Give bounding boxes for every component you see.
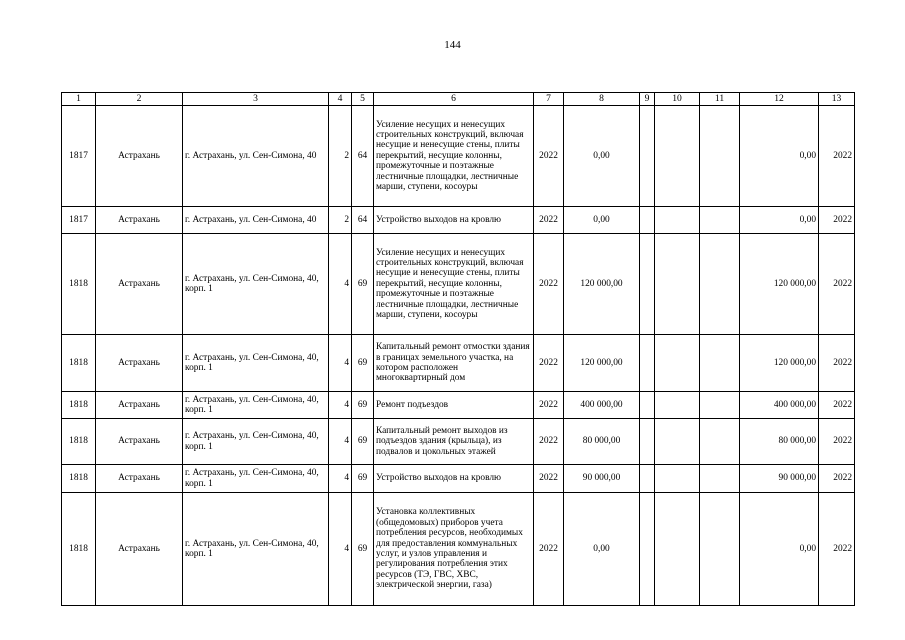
year-cell: 2022	[534, 419, 564, 465]
table-row	[62, 106, 855, 207]
column-header: 6	[374, 93, 534, 106]
column-header: 10	[655, 93, 700, 106]
year-cell: 2022	[534, 335, 564, 392]
work-type-cell: Усиление несущих и ненесущих строительных конструкций, включая несущие и ненесущие стены, плиты перекрытий, несущие колонны, промежуточные и поэтажные лестничные площадки, лестничные марши, ступени, косоуры	[374, 106, 534, 207]
column-number-row	[62, 93, 855, 106]
column-header: 7	[534, 93, 564, 106]
cost-cell: 0,00	[564, 207, 640, 234]
col9-cell	[640, 234, 655, 335]
table-row	[62, 465, 855, 493]
col10-cell	[655, 335, 700, 392]
table-row	[62, 392, 855, 419]
column-header: 8	[564, 93, 640, 106]
table-row	[62, 207, 855, 234]
column-header: 3	[183, 93, 329, 106]
work-type-cell: Установка коллективных (общедомовых) приборов учета потребления ресурсов, необходимых для предоставления коммунальных услуг, и узлов управления и регулирования потребления этих ресурсов (ТЭ, ГВС, ХВС, электрической энергии, газа)	[374, 493, 534, 606]
col11-cell	[700, 207, 740, 234]
col10-cell	[655, 465, 700, 493]
col4-cell: 4	[329, 392, 352, 419]
col9-cell	[640, 335, 655, 392]
col5-cell: 69	[352, 234, 374, 335]
completion-year-cell: 2022	[819, 465, 855, 493]
col4-cell: 2	[329, 207, 352, 234]
year-cell: 2022	[534, 465, 564, 493]
cost-cell: 0,00	[564, 106, 640, 207]
address-cell: г. Астрахань, ул. Сен-Симона, 40, корп. 1	[183, 335, 329, 392]
col5-cell: 64	[352, 106, 374, 207]
completion-year-cell: 2022	[819, 392, 855, 419]
year-cell: 2022	[534, 234, 564, 335]
work-type-cell: Ремонт подъездов	[374, 392, 534, 419]
year-cell: 2022	[534, 106, 564, 207]
work-type-cell: Устройство выходов на кровлю	[374, 207, 534, 234]
completion-year-cell: 2022	[819, 234, 855, 335]
table-row	[62, 493, 855, 606]
house-id-cell: 1818	[62, 234, 96, 335]
table-row	[62, 234, 855, 335]
col4-cell: 4	[329, 493, 352, 606]
house-id-cell: 1818	[62, 392, 96, 419]
table-row	[62, 419, 855, 465]
col5-cell: 64	[352, 207, 374, 234]
address-cell: г. Астрахань, ул. Сен-Симона, 40, корп. 1	[183, 234, 329, 335]
col9-cell	[640, 419, 655, 465]
work-type-cell: Усиление несущих и ненесущих строительных конструкций, включая несущие и ненесущие стены, плиты перекрытий, несущие колонны, промежуточные и поэтажные лестничные площадки, лестничные марши, ступени, косоуры	[374, 234, 534, 335]
col10-cell	[655, 493, 700, 606]
col5-cell: 69	[352, 335, 374, 392]
column-header: 12	[740, 93, 819, 106]
city-cell: Астрахань	[96, 392, 183, 419]
column-header: 2	[96, 93, 183, 106]
address-cell: г. Астрахань, ул. Сен-Симона, 40	[183, 106, 329, 207]
total-cell: 0,00	[740, 493, 819, 606]
city-cell: Астрахань	[96, 207, 183, 234]
col5-cell: 69	[352, 493, 374, 606]
col4-cell: 4	[329, 465, 352, 493]
completion-year-cell: 2022	[819, 207, 855, 234]
city-cell: Астрахань	[96, 106, 183, 207]
table-row	[62, 335, 855, 392]
house-id-cell: 1818	[62, 335, 96, 392]
city-cell: Астрахань	[96, 493, 183, 606]
col4-cell: 4	[329, 234, 352, 335]
total-cell: 0,00	[740, 207, 819, 234]
col9-cell	[640, 106, 655, 207]
cost-cell: 90 000,00	[564, 465, 640, 493]
col10-cell	[655, 207, 700, 234]
col4-cell: 4	[329, 419, 352, 465]
col5-cell: 69	[352, 419, 374, 465]
col9-cell	[640, 207, 655, 234]
column-header: 5	[352, 93, 374, 106]
completion-year-cell: 2022	[819, 106, 855, 207]
address-cell: г. Астрахань, ул. Сен-Симона, 40	[183, 207, 329, 234]
col9-cell	[640, 392, 655, 419]
col11-cell	[700, 465, 740, 493]
col10-cell	[655, 392, 700, 419]
cost-cell: 0,00	[564, 493, 640, 606]
col5-cell: 69	[352, 392, 374, 419]
cost-cell: 120 000,00	[564, 335, 640, 392]
address-cell: г. Астрахань, ул. Сен-Симона, 40, корп. 1	[183, 493, 329, 606]
col11-cell	[700, 234, 740, 335]
column-header: 1	[62, 93, 96, 106]
repair-schedule-table	[61, 92, 855, 606]
work-type-cell: Устройство выходов на кровлю	[374, 465, 534, 493]
house-id-cell: 1818	[62, 465, 96, 493]
col9-cell	[640, 493, 655, 606]
address-cell: г. Астрахань, ул. Сен-Симона, 40, корп. 1	[183, 392, 329, 419]
year-cell: 2022	[534, 392, 564, 419]
col11-cell	[700, 392, 740, 419]
total-cell: 400 000,00	[740, 392, 819, 419]
house-id-cell: 1818	[62, 419, 96, 465]
total-cell: 90 000,00	[740, 465, 819, 493]
cost-cell: 80 000,00	[564, 419, 640, 465]
col11-cell	[700, 419, 740, 465]
address-cell: г. Астрахань, ул. Сен-Симона, 40, корп. 1	[183, 419, 329, 465]
col11-cell	[700, 493, 740, 606]
col11-cell	[700, 106, 740, 207]
col4-cell: 4	[329, 335, 352, 392]
column-header: 9	[640, 93, 655, 106]
city-cell: Астрахань	[96, 465, 183, 493]
year-cell: 2022	[534, 207, 564, 234]
col11-cell	[700, 335, 740, 392]
total-cell: 80 000,00	[740, 419, 819, 465]
work-type-cell: Капитальный ремонт отмостки здания в границах земельного участка, на котором расположен многоквартирный дом	[374, 335, 534, 392]
column-header: 11	[700, 93, 740, 106]
column-header: 4	[329, 93, 352, 106]
city-cell: Астрахань	[96, 335, 183, 392]
completion-year-cell: 2022	[819, 419, 855, 465]
col4-cell: 2	[329, 106, 352, 207]
col10-cell	[655, 106, 700, 207]
city-cell: Астрахань	[96, 419, 183, 465]
year-cell: 2022	[534, 493, 564, 606]
work-type-cell: Капитальный ремонт выходов из подъездов здания (крыльца), из подвалов и цокольных этажей	[374, 419, 534, 465]
house-id-cell: 1818	[62, 493, 96, 606]
house-id-cell: 1817	[62, 106, 96, 207]
col10-cell	[655, 419, 700, 465]
city-cell: Астрахань	[96, 234, 183, 335]
cost-cell: 120 000,00	[564, 234, 640, 335]
completion-year-cell: 2022	[819, 335, 855, 392]
total-cell: 120 000,00	[740, 335, 819, 392]
address-cell: г. Астрахань, ул. Сен-Симона, 40, корп. 1	[183, 465, 329, 493]
total-cell: 120 000,00	[740, 234, 819, 335]
total-cell: 0,00	[740, 106, 819, 207]
col10-cell	[655, 234, 700, 335]
cost-cell: 400 000,00	[564, 392, 640, 419]
col5-cell: 69	[352, 465, 374, 493]
page-number: 144	[444, 39, 461, 51]
house-id-cell: 1817	[62, 207, 96, 234]
completion-year-cell: 2022	[819, 493, 855, 606]
col9-cell	[640, 465, 655, 493]
column-header: 13	[819, 93, 855, 106]
